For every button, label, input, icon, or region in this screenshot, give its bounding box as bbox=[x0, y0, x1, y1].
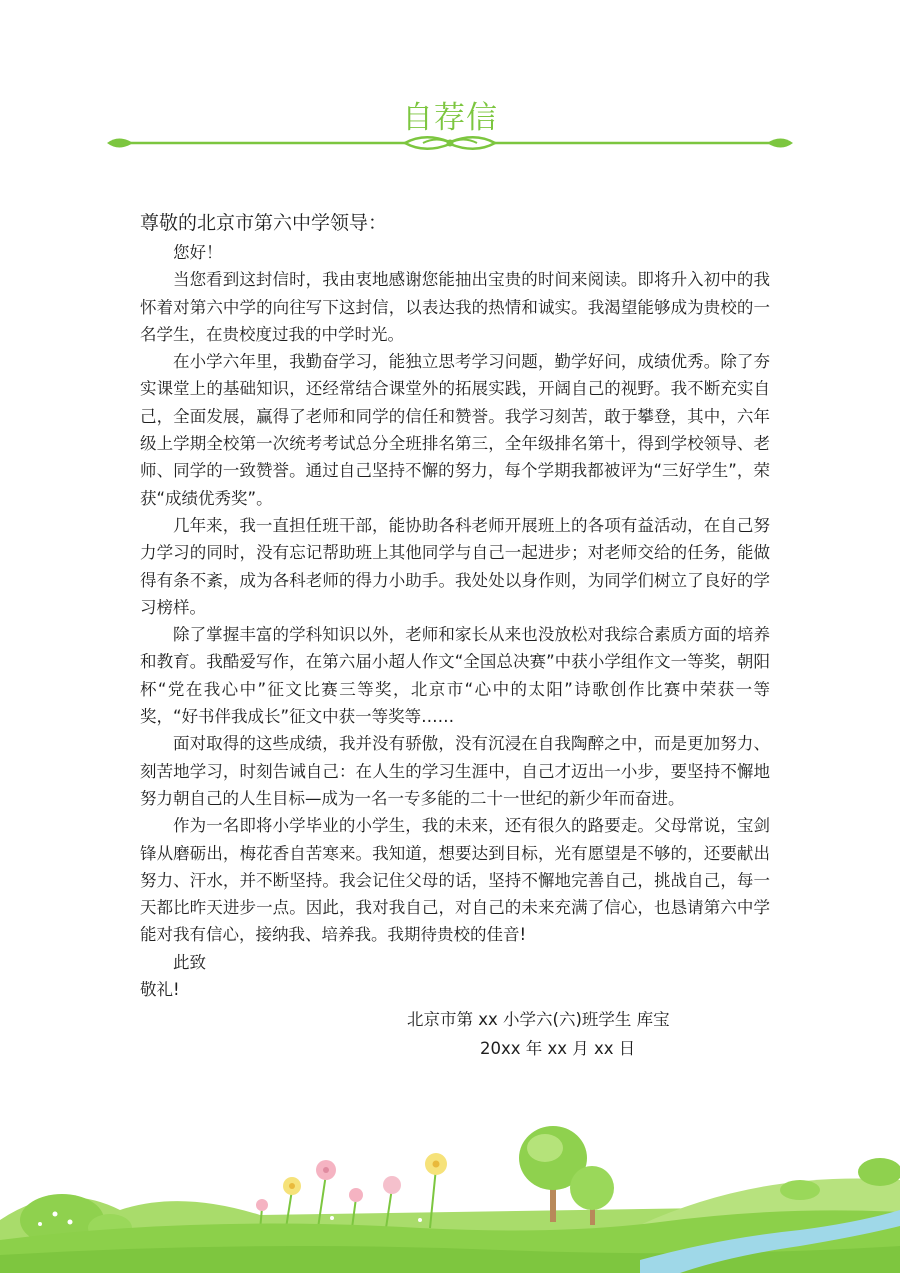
greeting: 您好！ bbox=[173, 243, 223, 262]
signature: 北京市第 xx 小学六(六)班学生 库宝 bbox=[407, 1010, 670, 1030]
ornamental-divider bbox=[105, 130, 795, 156]
letter-title: 自荐信 bbox=[402, 100, 498, 136]
paragraph: 当您看到这封信时，我由衷地感谢您能抽出宝贵的时间来阅读。即将升入初中的我怀着对第六中学的向往写下这封信，以表达我的热情和诚实。我渴望能够成为贵校的一名学生，在贵校度过我的中学时光。 bbox=[140, 270, 770, 344]
regards-line: 敬礼! bbox=[140, 980, 180, 1000]
closing-line: 此致 bbox=[173, 952, 206, 972]
paragraph: 在小学六年里，我勤奋学习，能独立思考学习问题，勤学好问，成绩优秀。除了夯实课堂上的基础知识，还经常结合课堂外的拓展实践，开阔自己的视野。我不断充实自己，全面发展，赢得了老师和同学的信任和赞誉。我学习刻苦，敢于攀登，其中，六年级上学期全校第一次统考考试总分全班排名第三，全年级排名第十，得到学校领导、老师、同学的一致赞誉。通过自己坚持不懈的努力，每个学期我都被评为“三好学生”，荣获“成绩优秀奖”。 bbox=[140, 352, 770, 508]
date-line: 20xx 年 xx 月 xx 日 bbox=[480, 1039, 636, 1059]
paragraph: 几年来，我一直担任班干部，能协助各科老师开展班上的各项有益活动，在自己努力学习的同时，没有忘记帮助班上其他同学与自己一起进步；对老师交给的任务，能做得有条不紊，成为各科老师的得力小助手。我处处以身作则，为同学们树立了良好的学习榜样。 bbox=[140, 515, 770, 617]
salutation: 尊敬的北京市第六中学领导： bbox=[140, 212, 388, 234]
paragraph: 除了掌握丰富的学科知识以外，老师和家长从来也没放松对我综合素质方面的培养和教育。我酷爱写作，在第六届小超人作文“全国总决赛”中获小学组作文一等奖，朝阳杯“党在我心中”征文比赛三等奖，北京市“心中的太阳”诗歌创作比赛中荣获一等奖，“好书伴我成长”征文中获一等奖等…… bbox=[140, 625, 770, 727]
letter-body bbox=[140, 208, 770, 1063]
meadow-illustration bbox=[0, 1110, 900, 1273]
paragraph: 作为一名即将小学毕业的小学生，我的未来，还有很久的路要走。父母常说，宝剑锋从磨砺出，梅花香自苦寒来。我知道，想要达到目标，光有愿望是不够的，还要献出努力、汗水，并不断坚持。我会记住父母的话，坚持不懈地完善自己，挑战自己，每一天都比昨天进步一点。因此，我对我自己，对自己的未来充满了信心，也恳请第六中学能对我有信心，接纳我、培养我。我期待贵校的佳音! bbox=[140, 816, 770, 945]
paragraph: 面对取得的这些成绩，我并没有骄傲，没有沉浸在自我陶醉之中，而是更加努力、刻苦地学习，时刻告诫自己：在人生的学习生涯中，自己才迈出一小步，要坚持不懈地努力朝自己的人生目标—成为一名一专多能的二十一世纪的新少年而奋进。 bbox=[140, 734, 770, 808]
